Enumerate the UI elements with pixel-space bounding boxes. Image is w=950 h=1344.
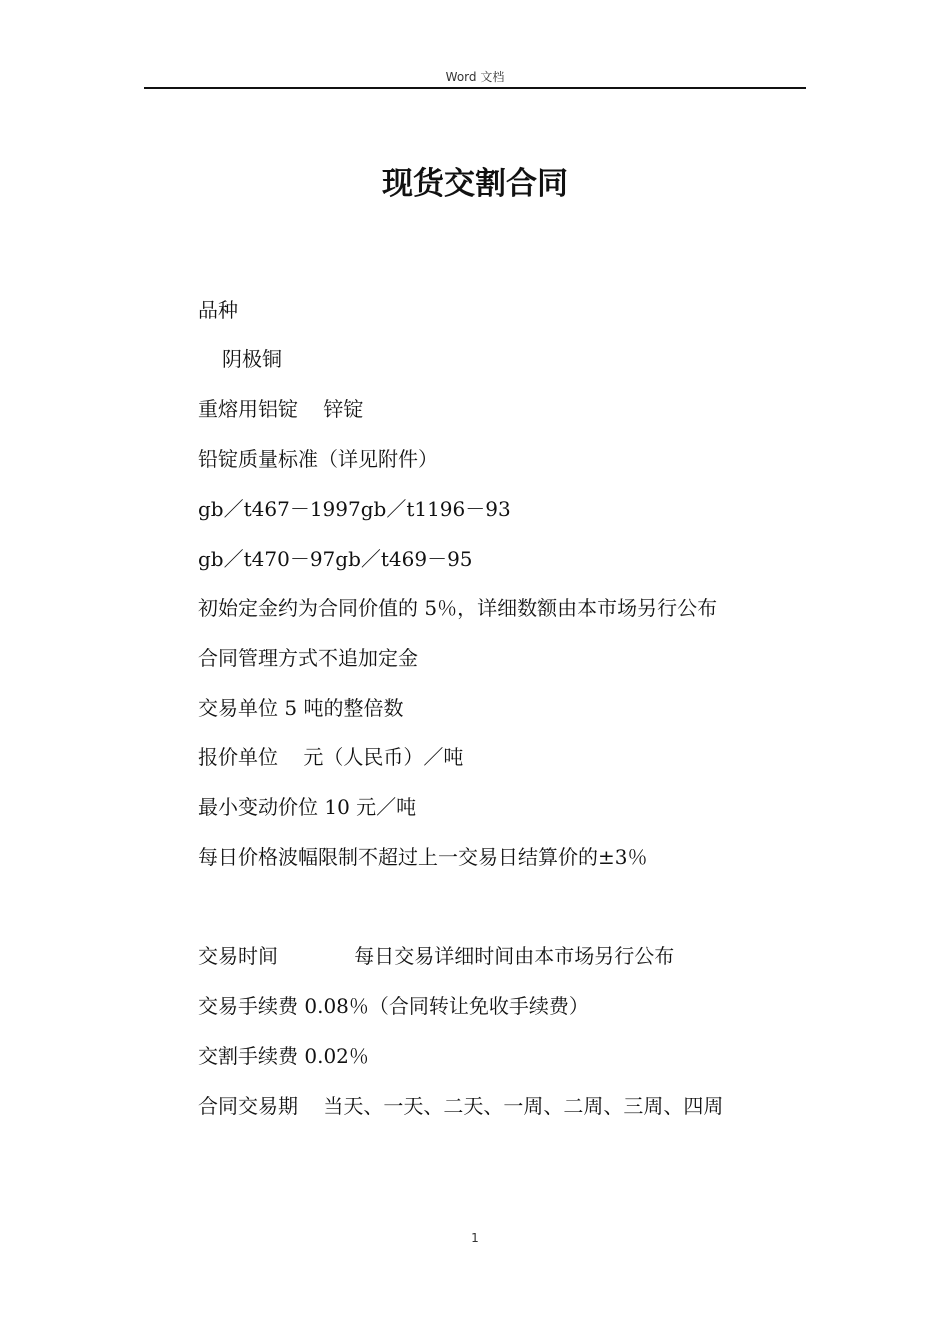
line-quotation-unit: 报价单位 元（人民币）／吨 xyxy=(198,745,464,769)
line-price-limit: 每日价格波幅限制不超过上一交易日结算价的±3％ xyxy=(198,845,648,869)
line-standard-codes-2: gb／t470－97gb／t469－95 xyxy=(198,547,473,571)
line-contract-period: 合同交易期 当天、一天、二天、一周、二周、三周、四周 xyxy=(198,1094,724,1118)
header-divider xyxy=(144,87,806,89)
page-number: 1 xyxy=(471,1231,479,1245)
line-contract-management: 合同管理方式不追加定金 xyxy=(198,646,418,670)
line-delivery-fee: 交割手续费 0.02％ xyxy=(198,1044,369,1068)
line-cathode-copper: 阴极铜 xyxy=(222,347,282,371)
page-header: Word 文档 xyxy=(445,70,505,84)
line-quality-standard: 铅锭质量标准（详见附件） xyxy=(198,447,438,471)
line-standard-codes-1: gb／t467－1997gb／t1196－93 xyxy=(198,497,511,521)
line-variety: 品种 xyxy=(198,298,238,322)
line-minimum-tick: 最小变动价位 10 元／吨 xyxy=(198,795,417,819)
document-title: 现货交割合同 xyxy=(382,166,568,202)
line-aluminum-zinc: 重熔用铝锭 锌锭 xyxy=(198,397,364,421)
line-trading-fee: 交易手续费 0.08％（合同转让免收手续费） xyxy=(198,994,589,1018)
line-trading-unit: 交易单位 5 吨的整倍数 xyxy=(198,696,404,720)
line-trading-hours: 交易时间 每日交易详细时间由本市场另行公布 xyxy=(198,944,675,968)
line-initial-deposit: 初始定金约为合同价值的 5％，详细数额由本市场另行公布 xyxy=(198,596,718,620)
